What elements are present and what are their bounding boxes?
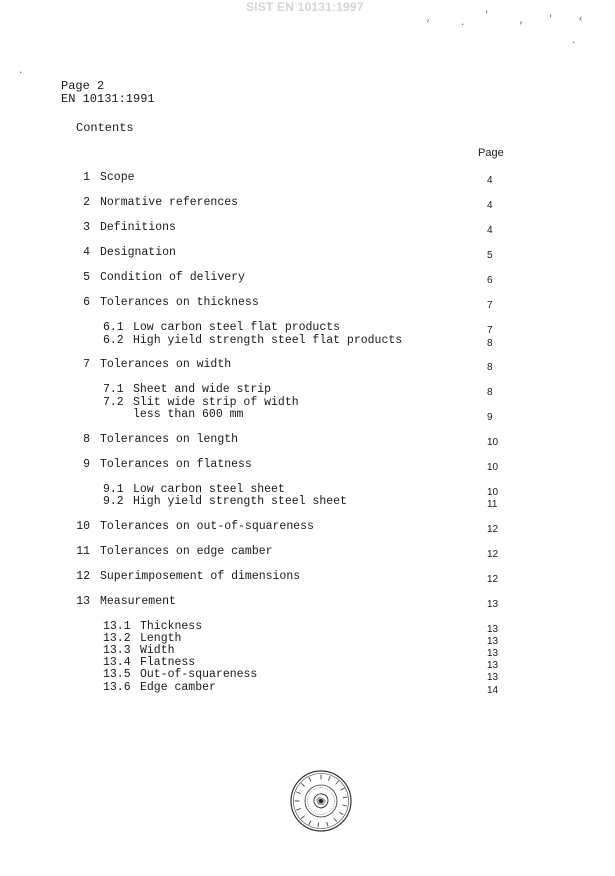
watermark: SIST EN 10131:1997	[246, 0, 364, 14]
toc-entry-6[interactable]	[0, 296, 615, 309]
toc-number: 9.1	[103, 483, 124, 496]
toc-number: 13.4	[103, 656, 131, 669]
toc-page: 4	[487, 200, 493, 211]
toc-title: Low carbon steel flat products	[133, 321, 341, 334]
toc-title: Tolerances on thickness	[100, 296, 259, 309]
toc-page: 9	[487, 412, 493, 423]
toc-entry-5[interactable]	[0, 271, 615, 284]
toc-number: 13.5	[103, 668, 131, 681]
toc-title: Designation	[100, 246, 176, 259]
toc-page: 11	[487, 499, 498, 510]
toc-page: 10	[487, 487, 499, 498]
toc-title: Measurement	[100, 595, 176, 608]
toc-page: 12	[487, 524, 499, 535]
toc-entry-12[interactable]	[0, 570, 615, 583]
toc-page: 7	[487, 300, 493, 311]
toc-page: 13	[487, 660, 499, 671]
toc-entry-2[interactable]	[0, 196, 615, 209]
toc-number: 6	[83, 296, 90, 309]
toc-page: 10	[487, 437, 499, 448]
toc-entry-3[interactable]	[0, 221, 615, 234]
toc-page: 8	[487, 387, 493, 398]
scan-speck: ,	[426, 14, 432, 24]
toc-page: 13	[487, 648, 499, 659]
toc-number: 9.2	[103, 495, 124, 508]
toc-title: High yield strength steel sheet	[133, 495, 347, 508]
scan-speck: ‹	[578, 14, 584, 24]
page-number: Page 2	[61, 79, 105, 93]
toc-page: 13	[487, 624, 499, 635]
scan-speck: ,	[519, 16, 525, 26]
toc-number: 12	[76, 570, 90, 583]
toc-title: Sheet and wide strip	[133, 383, 272, 396]
toc-page: 10	[487, 462, 499, 473]
toc-entry-11[interactable]	[0, 545, 615, 558]
toc-page: 6	[487, 275, 493, 286]
toc-title: Tolerances on width	[100, 358, 232, 371]
toc-number: 13.3	[103, 644, 131, 657]
toc-page: 7	[487, 325, 493, 336]
toc-title: less than 600 mm	[133, 408, 244, 421]
toc-title: Superimposement of dimensions	[100, 570, 301, 583]
toc-number: 5	[83, 271, 90, 284]
toc-title: Definitions	[100, 221, 176, 234]
scan-speck: .	[571, 36, 577, 46]
toc-entry-9-2[interactable]	[0, 495, 615, 508]
toc-title: Slit wide strip of width	[133, 396, 299, 409]
toc-title: Length	[140, 632, 182, 645]
toc-entry-6-1[interactable]	[0, 321, 615, 334]
toc-entry-7-2-cont[interactable]	[0, 408, 615, 421]
toc-entry-13-5[interactable]	[0, 668, 615, 681]
toc-title: Normative references	[100, 196, 239, 209]
toc-number: 1	[83, 171, 90, 184]
scan-speck: '	[484, 10, 490, 20]
toc-number: 13.2	[103, 632, 131, 645]
toc-title: Thickness	[140, 620, 203, 633]
toc-title: Edge camber	[140, 681, 216, 694]
toc-number: 3	[83, 221, 90, 234]
toc-number: 8	[83, 433, 90, 446]
toc-number: 7.1	[103, 383, 124, 396]
toc-title: Out-of-squareness	[140, 668, 258, 681]
toc-number: 10	[76, 520, 90, 533]
toc-title: Flatness	[140, 656, 196, 669]
toc-entry-10[interactable]	[0, 520, 615, 533]
toc-number: 7	[83, 358, 90, 371]
toc-title: Tolerances on length	[100, 433, 239, 446]
contents-title: Contents	[76, 121, 134, 135]
toc-page: 8	[487, 362, 493, 373]
toc-number: 7.2	[103, 396, 124, 409]
page-column-label: Page	[478, 147, 504, 159]
toc-page: 12	[487, 574, 499, 585]
toc-number: 11	[76, 545, 90, 558]
toc-entry-9[interactable]	[0, 458, 615, 471]
toc-number: 9	[83, 458, 90, 471]
toc-title: Condition of delivery	[100, 271, 245, 284]
toc-title: Low carbon steel sheet	[133, 483, 285, 496]
toc-page: 4	[487, 225, 493, 236]
toc-title: High yield strength steel flat products	[133, 334, 403, 347]
toc-page: 5	[487, 250, 493, 261]
scan-speck: '	[548, 14, 554, 24]
toc-entry-8[interactable]	[0, 433, 615, 446]
official-seal-icon	[289, 769, 353, 833]
toc-entry-4[interactable]	[0, 246, 615, 259]
toc-page: 13	[487, 599, 499, 610]
toc-title: Tolerances on edge camber	[100, 545, 273, 558]
scan-speck: .	[18, 66, 24, 76]
toc-number: 13	[76, 595, 90, 608]
toc-page: 14	[487, 685, 499, 696]
toc-number: 6.2	[103, 334, 124, 347]
toc-entry-13[interactable]	[0, 595, 615, 608]
toc-title: Tolerances on out-of-squareness	[100, 520, 314, 533]
scan-speck: .	[460, 18, 466, 28]
toc-entry-7[interactable]	[0, 358, 615, 371]
toc-number: 6.1	[103, 321, 124, 334]
toc-page: 13	[487, 636, 499, 647]
toc-page: 4	[487, 175, 493, 186]
toc-title: Tolerances on flatness	[100, 458, 252, 471]
toc-page: 12	[487, 549, 499, 560]
standard-id: EN 10131:1991	[61, 92, 155, 106]
toc-title: Width	[140, 644, 175, 657]
toc-number: 13.1	[103, 620, 131, 633]
toc-page: 13	[487, 672, 499, 683]
toc-title: Scope	[100, 171, 135, 184]
toc-number: 4	[83, 246, 90, 259]
toc-entry-13-6[interactable]	[0, 681, 615, 694]
toc-entry-7-1[interactable]	[0, 383, 615, 396]
toc-entry-6-2[interactable]	[0, 334, 615, 347]
toc-number: 13.6	[103, 681, 131, 694]
toc-page: 8	[487, 338, 493, 349]
toc-entry-1[interactable]	[0, 171, 615, 184]
toc-number: 2	[83, 196, 90, 209]
